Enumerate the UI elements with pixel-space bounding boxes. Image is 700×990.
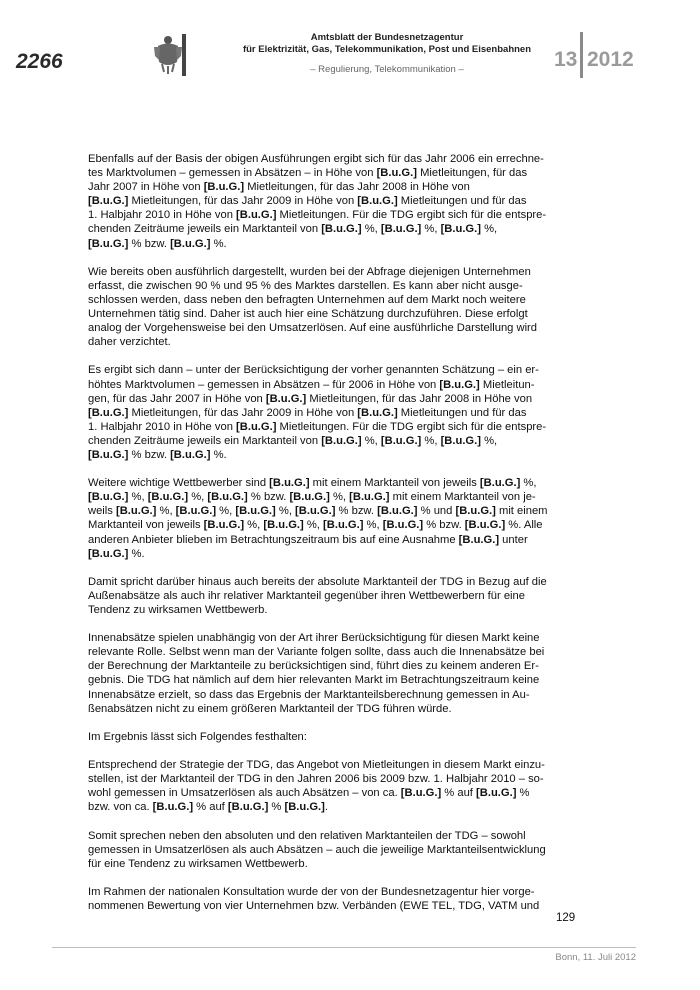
text-line: anderen Anbieter blieben im Betrachtungszeitraum bis auf eine Ausnahme [B.u.G.] unter — [88, 533, 528, 546]
issue-year: 2012 — [587, 48, 634, 71]
text-line: Unternehmen tätig sind. Daher ist auch hier eine Schätzung durchzuführen. Diese erfolgt — [88, 308, 528, 321]
text-line: chenden Zeiträume jeweils ein Marktanteil von [B.u.G.] %, [B.u.G.] %, [B.u.G.] %, — [88, 434, 498, 447]
text-line: schlossen werden, dass neben den befragten Unternehmen auf dem Markt noch weitere — [88, 293, 526, 306]
text-line: [B.u.G.] Mietleitungen, für das Jahr 2009 in Höhe von [B.u.G.] Mietleitungen und für das — [88, 406, 527, 419]
text-line: gen, für das Jahr 2007 in Höhe von [B.u.G.] Mietleitungen, für das Jahr 2008 in Höhe von — [88, 392, 533, 405]
text-line: [B.u.G.] % bzw. [B.u.G.] %. — [88, 237, 227, 250]
federal-eagle-icon — [152, 32, 188, 78]
footer-date: Bonn, 11. Juli 2012 — [555, 952, 636, 963]
text-line: stellen, ist der Marktanteil der TDG in den Jahren 2006 bis 2009 bzw. 1. Halbjahr 2010 – so- — [88, 773, 544, 786]
text-line: relevante Rolle. Selbst wenn man der Variante folgen sollte, dass auch die Innenabsätze bei — [88, 646, 545, 659]
header-subtitle: – Regulierung, Telekommunikation – — [310, 64, 464, 75]
paragraph — [88, 885, 568, 913]
text-line: Außenabsätze als auch ihr relativer Marktanteil gegenüber ihren Wettbewerbern für eine — [88, 589, 525, 602]
text-line: nommenen Bewertung von vier Unternehmen bzw. Verbänden (EWE TEL, TDG, VATM und — [88, 899, 540, 912]
text-line: Im Rahmen der nationalen Konsultation wurde der von der Bundesnetzagentur hier vorge- — [88, 885, 535, 898]
text-line: [B.u.G.] %, [B.u.G.] %, [B.u.G.] % bzw. [B.u.G.] %, [B.u.G.] mit einem Marktanteil von je- — [88, 491, 536, 504]
page-number: 129 — [556, 912, 576, 924]
text-line: Innenabsätze spielen unabhängig von der Art ihrer Berücksichtigung für diesen Markt keine — [88, 632, 540, 645]
text-line: Entsprechend der Strategie der TDG, das Angebot von Mietleitungen in diesem Markt einzu- — [88, 759, 545, 772]
text-line: erfasst, die zwischen 90 % und 95 % des Marktes darstellen. Es kann aber nicht ausge- — [88, 279, 523, 292]
text-line: ßenabsätzen nicht zu einem größeren Marktanteil der TDG führen würde. — [88, 702, 452, 715]
paragraph — [88, 152, 568, 251]
text-line: bzw. von ca. [B.u.G.] % auf [B.u.G.] % [B.u.G.]. — [88, 801, 328, 814]
text-line: der Berechnung der Marktanteile zu berücksichtigen sind, führt dies zu keinem anderen Er- — [88, 660, 539, 673]
text-line: chenden Zeiträume jeweils ein Marktanteil von [B.u.G.] %, [B.u.G.] %, [B.u.G.] %, — [88, 223, 498, 236]
paragraph — [88, 476, 568, 561]
text-line: wohl gemessen in Umsatzerlösen als auch Absätzen – von ca. [B.u.G.] % auf [B.u.G.] % — [88, 787, 530, 800]
body-text — [88, 152, 568, 927]
header-title-line2: für Elektrizität, Gas, Telekommunikation, Post und Eisenbahnen — [242, 44, 532, 55]
header-divider — [580, 32, 583, 78]
header-title-line1: Amtsblatt der Bundesnetzagentur — [310, 32, 464, 43]
text-line: 1. Halbjahr 2010 in Höhe von [B.u.G.] Mietleitungen. Für die TDG ergibt sich für die entspre- — [88, 420, 547, 433]
text-line: [B.u.G.] % bzw. [B.u.G.] %. — [88, 448, 227, 461]
text-line: Innenabsätze erzielt, so dass das Ergebnis der Marktanteilsberechnung gemessen in Au- — [88, 688, 530, 701]
text-line: Damit spricht darüber hinaus auch bereits der absolute Marktanteil der TDG in Bezug auf die — [88, 575, 547, 588]
text-line: für eine Tendenz zu wirksamen Wettbewerb. — [88, 857, 308, 870]
header-page-number: 2266 — [16, 50, 63, 73]
text-line: Im Ergebnis lässt sich Folgendes festhalten: — [88, 730, 307, 743]
footer-divider — [52, 947, 636, 948]
text-line: Marktanteil von jeweils [B.u.G.] %, [B.u.G.] %, [B.u.G.] %, [B.u.G.] % bzw. [B.u.G.] %. Alle — [88, 519, 543, 532]
text-line: Es ergibt sich dann – unter der Berücksichtigung der vorher genannten Schätzung – ein er- — [88, 364, 539, 377]
paragraph — [88, 631, 568, 716]
text-line: daher verzichtet. — [88, 336, 171, 349]
text-line: weils [B.u.G.] %, [B.u.G.] %, [B.u.G.] %, [B.u.G.] % bzw. [B.u.G.] % und [B.u.G.] mit einem — [88, 505, 548, 518]
paragraph — [88, 265, 568, 350]
issue-number: 13 — [554, 48, 578, 71]
text-line: 1. Halbjahr 2010 in Höhe von [B.u.G.] Mietleitungen. Für die TDG ergibt sich für die entspre- — [88, 209, 547, 222]
text-line: tes Marktvolumen – gemessen in Absätzen – in Höhe von [B.u.G.] Mietleitungen, für das — [88, 167, 528, 180]
header-title-block — [190, 32, 584, 76]
text-line: Jahr 2007 in Höhe von [B.u.G.] Mietleitungen, für das Jahr 2008 in Höhe von — [88, 181, 470, 194]
paragraph — [88, 730, 568, 744]
text-line: gemessen in Umsatzerlösen als auch Absätzen – auch die jeweilige Marktanteilsentwicklung — [88, 843, 546, 856]
text-line: Ebenfalls auf der Basis der obigen Ausführungen ergibt sich für das Jahr 2006 ein errechne- — [88, 153, 544, 165]
text-line: [B.u.G.] Mietleitungen, für das Jahr 2009 in Höhe von [B.u.G.] Mietleitungen und für das — [88, 195, 527, 208]
text-line: Wie bereits oben ausführlich dargestellt, wurden bei der Abfrage diejenigen Unternehmen — [88, 265, 531, 278]
text-line: analog der Vorgehensweise bei den Umsatzerlösen. Auf eine ausführliche Darstellung wird — [88, 322, 538, 335]
paragraph — [88, 575, 568, 617]
paragraph — [88, 758, 568, 814]
paragraph — [88, 363, 568, 462]
text-line: Somit sprechen neben den absoluten und den relativen Marktanteilen der TDG – sowohl — [88, 829, 526, 842]
paragraph — [88, 829, 568, 871]
text-line: Tendenz zu wirksamen Wettbewerb. — [88, 604, 268, 616]
text-line: Weitere wichtige Wettbewerber sind [B.u.G.] mit einem Marktanteil von jeweils [B.u.G.] %, — [88, 477, 537, 490]
text-line: gebnis. Die TDG hat nämlich auf dem hier relevanten Markt im Betrachtungszeitraum keine — [88, 674, 540, 687]
text-line: höhtes Marktvolumen – gemessen in Absätzen – für 2006 in Höhe von [B.u.G.] Mietleitun- — [88, 378, 535, 391]
text-line: [B.u.G.] %. — [88, 547, 145, 560]
